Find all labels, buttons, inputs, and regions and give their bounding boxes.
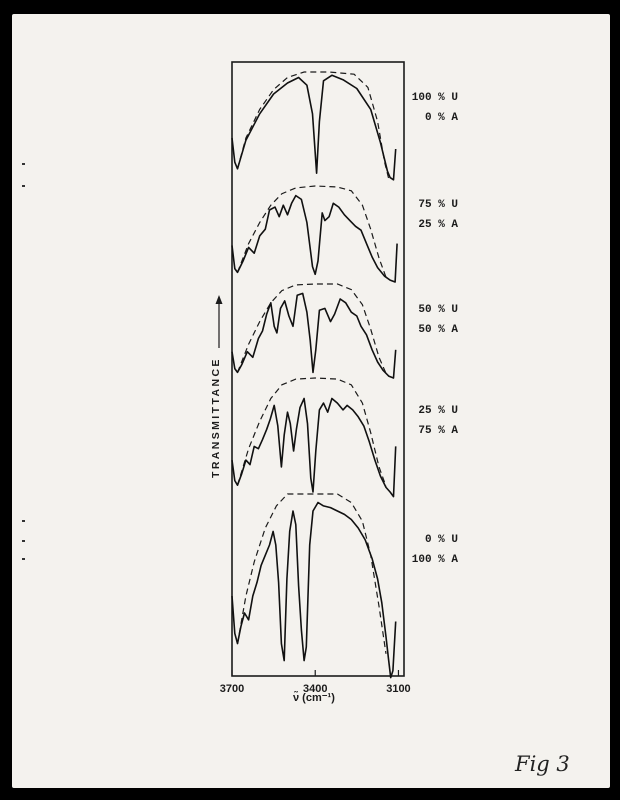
composition-label-a: 0 % A — [424, 112, 458, 124]
scan-speck — [22, 558, 25, 560]
composition-label-u: 50 % U — [418, 304, 458, 316]
spectrum-curve — [232, 503, 396, 678]
composition-label-a: 25 % A — [418, 219, 458, 231]
spectrum-curve — [232, 293, 396, 378]
x-axis-label: ν̃ (cm⁻¹) — [293, 692, 335, 704]
x-tick-label: 3700 — [219, 683, 245, 695]
scan-speck — [22, 185, 25, 187]
composition-label-a: 75 % A — [418, 425, 458, 437]
composition-label-a: 50 % A — [418, 324, 458, 336]
spectrum-curve — [232, 75, 396, 180]
x-tick-label: 3100 — [386, 683, 411, 695]
spectra-group — [232, 72, 397, 678]
composition-label-u: 0 % U — [424, 534, 458, 546]
composition-label-u: 75 % U — [418, 199, 458, 211]
y-axis-label-group — [210, 295, 223, 478]
x-tick-label: 3400 — [302, 683, 328, 695]
scan-speck — [22, 540, 25, 542]
y-axis-arrow-head — [216, 295, 223, 304]
spectrum-curve — [232, 196, 397, 282]
scan-speck — [22, 163, 25, 165]
composition-labels — [412, 92, 459, 566]
spectrum-curve — [232, 399, 396, 497]
handwritten-figure-note: Fig 3 — [515, 752, 570, 776]
y-axis-label: TRANSMITTANCE — [210, 357, 222, 478]
composition-label-u: 25 % U — [418, 405, 458, 417]
composition-label-u: 100 % U — [411, 92, 458, 104]
composition-label-a: 100 % A — [411, 554, 458, 566]
baseline-curve — [238, 378, 387, 486]
scan-speck — [22, 520, 25, 522]
